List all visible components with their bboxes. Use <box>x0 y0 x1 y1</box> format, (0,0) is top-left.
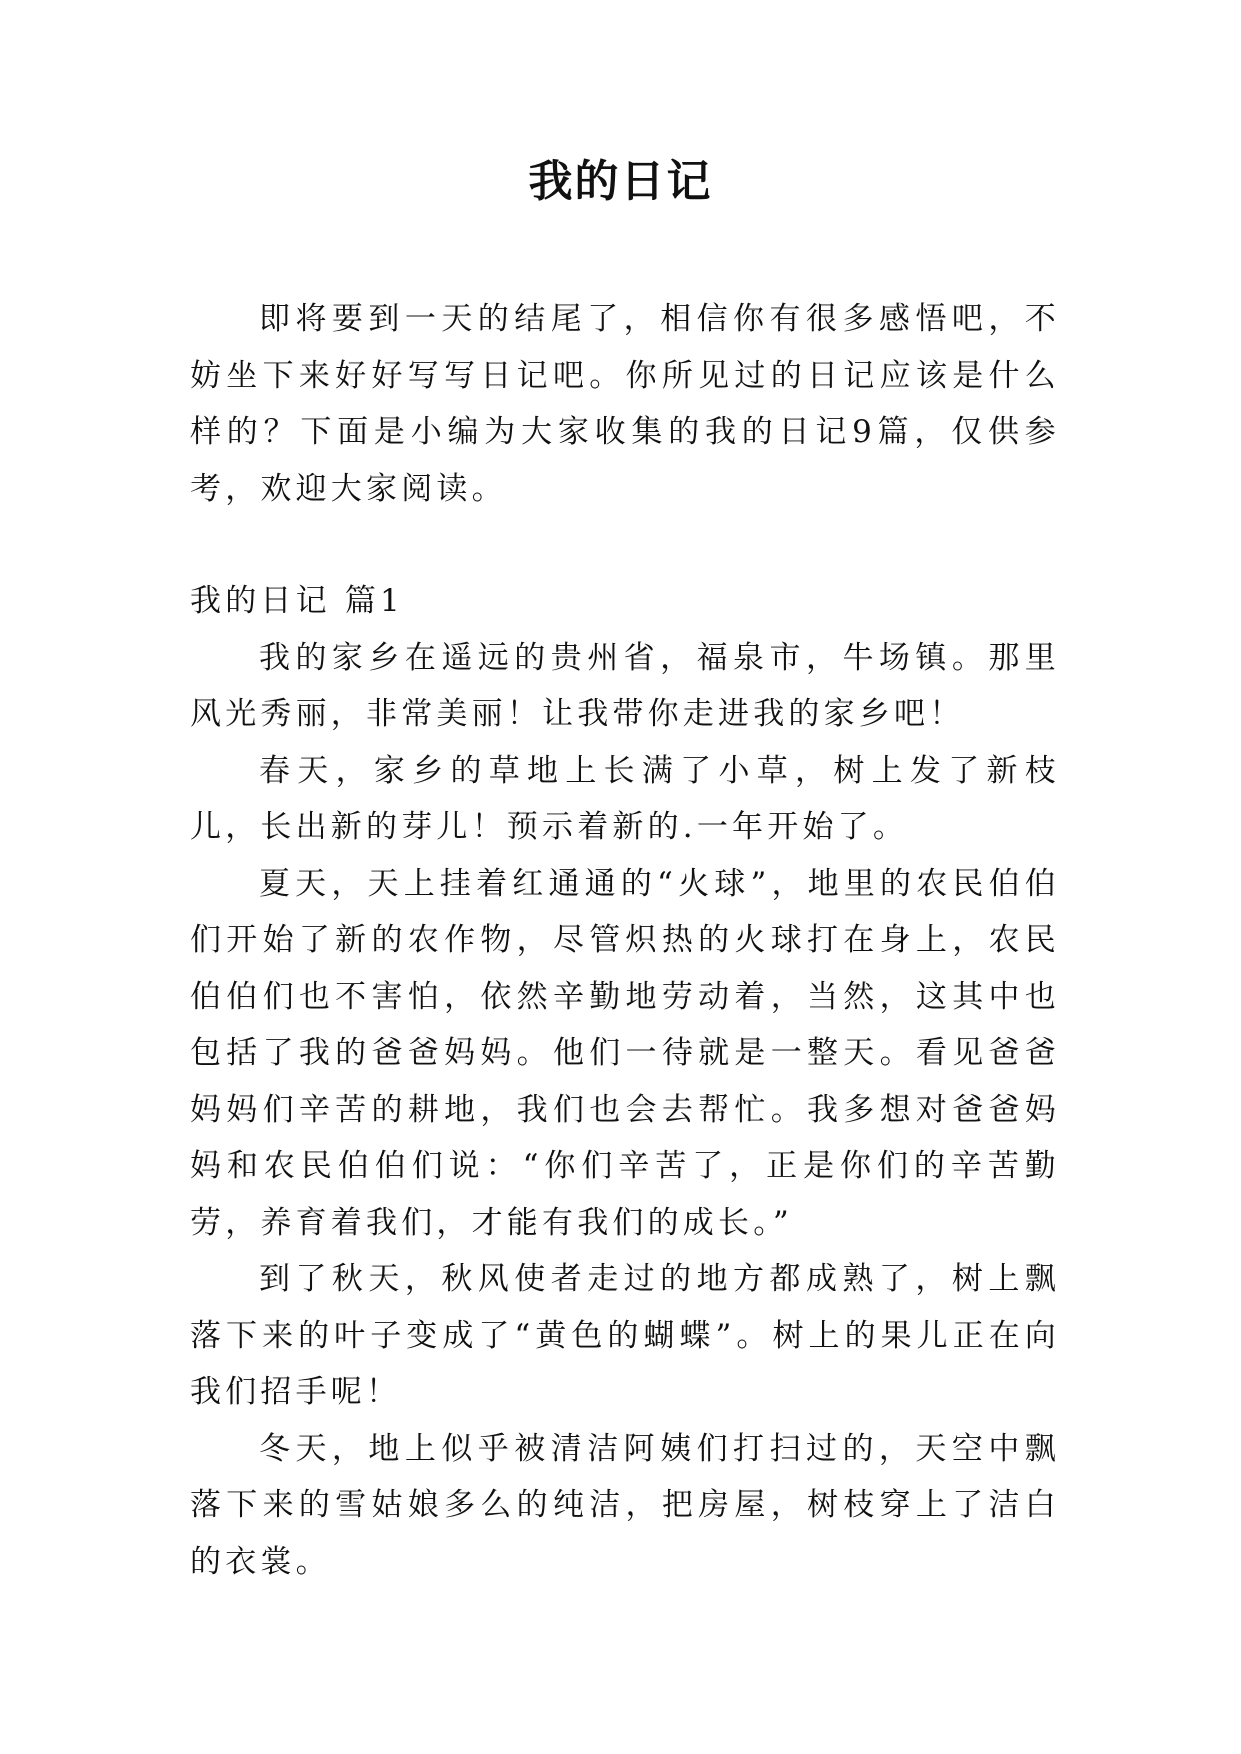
body-paragraph-hometown: 我的家乡在遥远的贵州省，福泉市，牛场镇。那里风光秀丽，非常美丽！让我带你走进我的家乡吧！ <box>190 639 1060 732</box>
body-paragraph-autumn: 到了秋天，秋风使者走过的地方都成熟了，树上飘落下来的叶子变成了“黄色的蝴蝶”。树上的果儿正在向我们招手呢！ <box>190 1261 1060 1410</box>
document-body <box>190 291 1060 1590</box>
intro-paragraph: 即将要到一天的结尾了，相信你有很多感悟吧，不妨坐下来好好写写日记吧。你所见过的日记应该是什么样的？下面是小编为大家收集的我的日记9篇，仅供参考，欢迎大家阅读。 <box>190 301 1060 507</box>
paragraph-spacer <box>190 517 1060 573</box>
document-title: 我的日记 <box>528 156 713 207</box>
section-heading: 我的日记 篇1 <box>190 583 404 619</box>
body-paragraph-winter: 冬天，地上似乎被清洁阿姨们打扫过的，天空中飘落下来的雪姑娘多么的纯洁，把房屋，树枝穿上了洁白的衣裳。 <box>190 1430 1060 1580</box>
body-paragraph-summer: 夏天，天上挂着红通通的“火球”，地里的农民伯伯们开始了新的农作物，尽管炽热的火球打在身上，农民伯伯们也不害怕，依然辛勤地劳动着，当然，这其中也包括了我的爸爸妈妈。他们一待就是一整天。看见爸爸妈妈们辛苦的耕地，我们也会去帮忙。我多想对爸爸妈妈和农民伯伯们说：“你们辛苦了，正是你们的辛苦勤劳，养育着我们，才能有我们的成长。” <box>190 865 1060 1241</box>
body-paragraph-spring: 春天，家乡的草地上长满了小草，树上发了新枝儿，长出新的芽儿！预示着新的.一年开始了。 <box>190 752 1060 845</box>
